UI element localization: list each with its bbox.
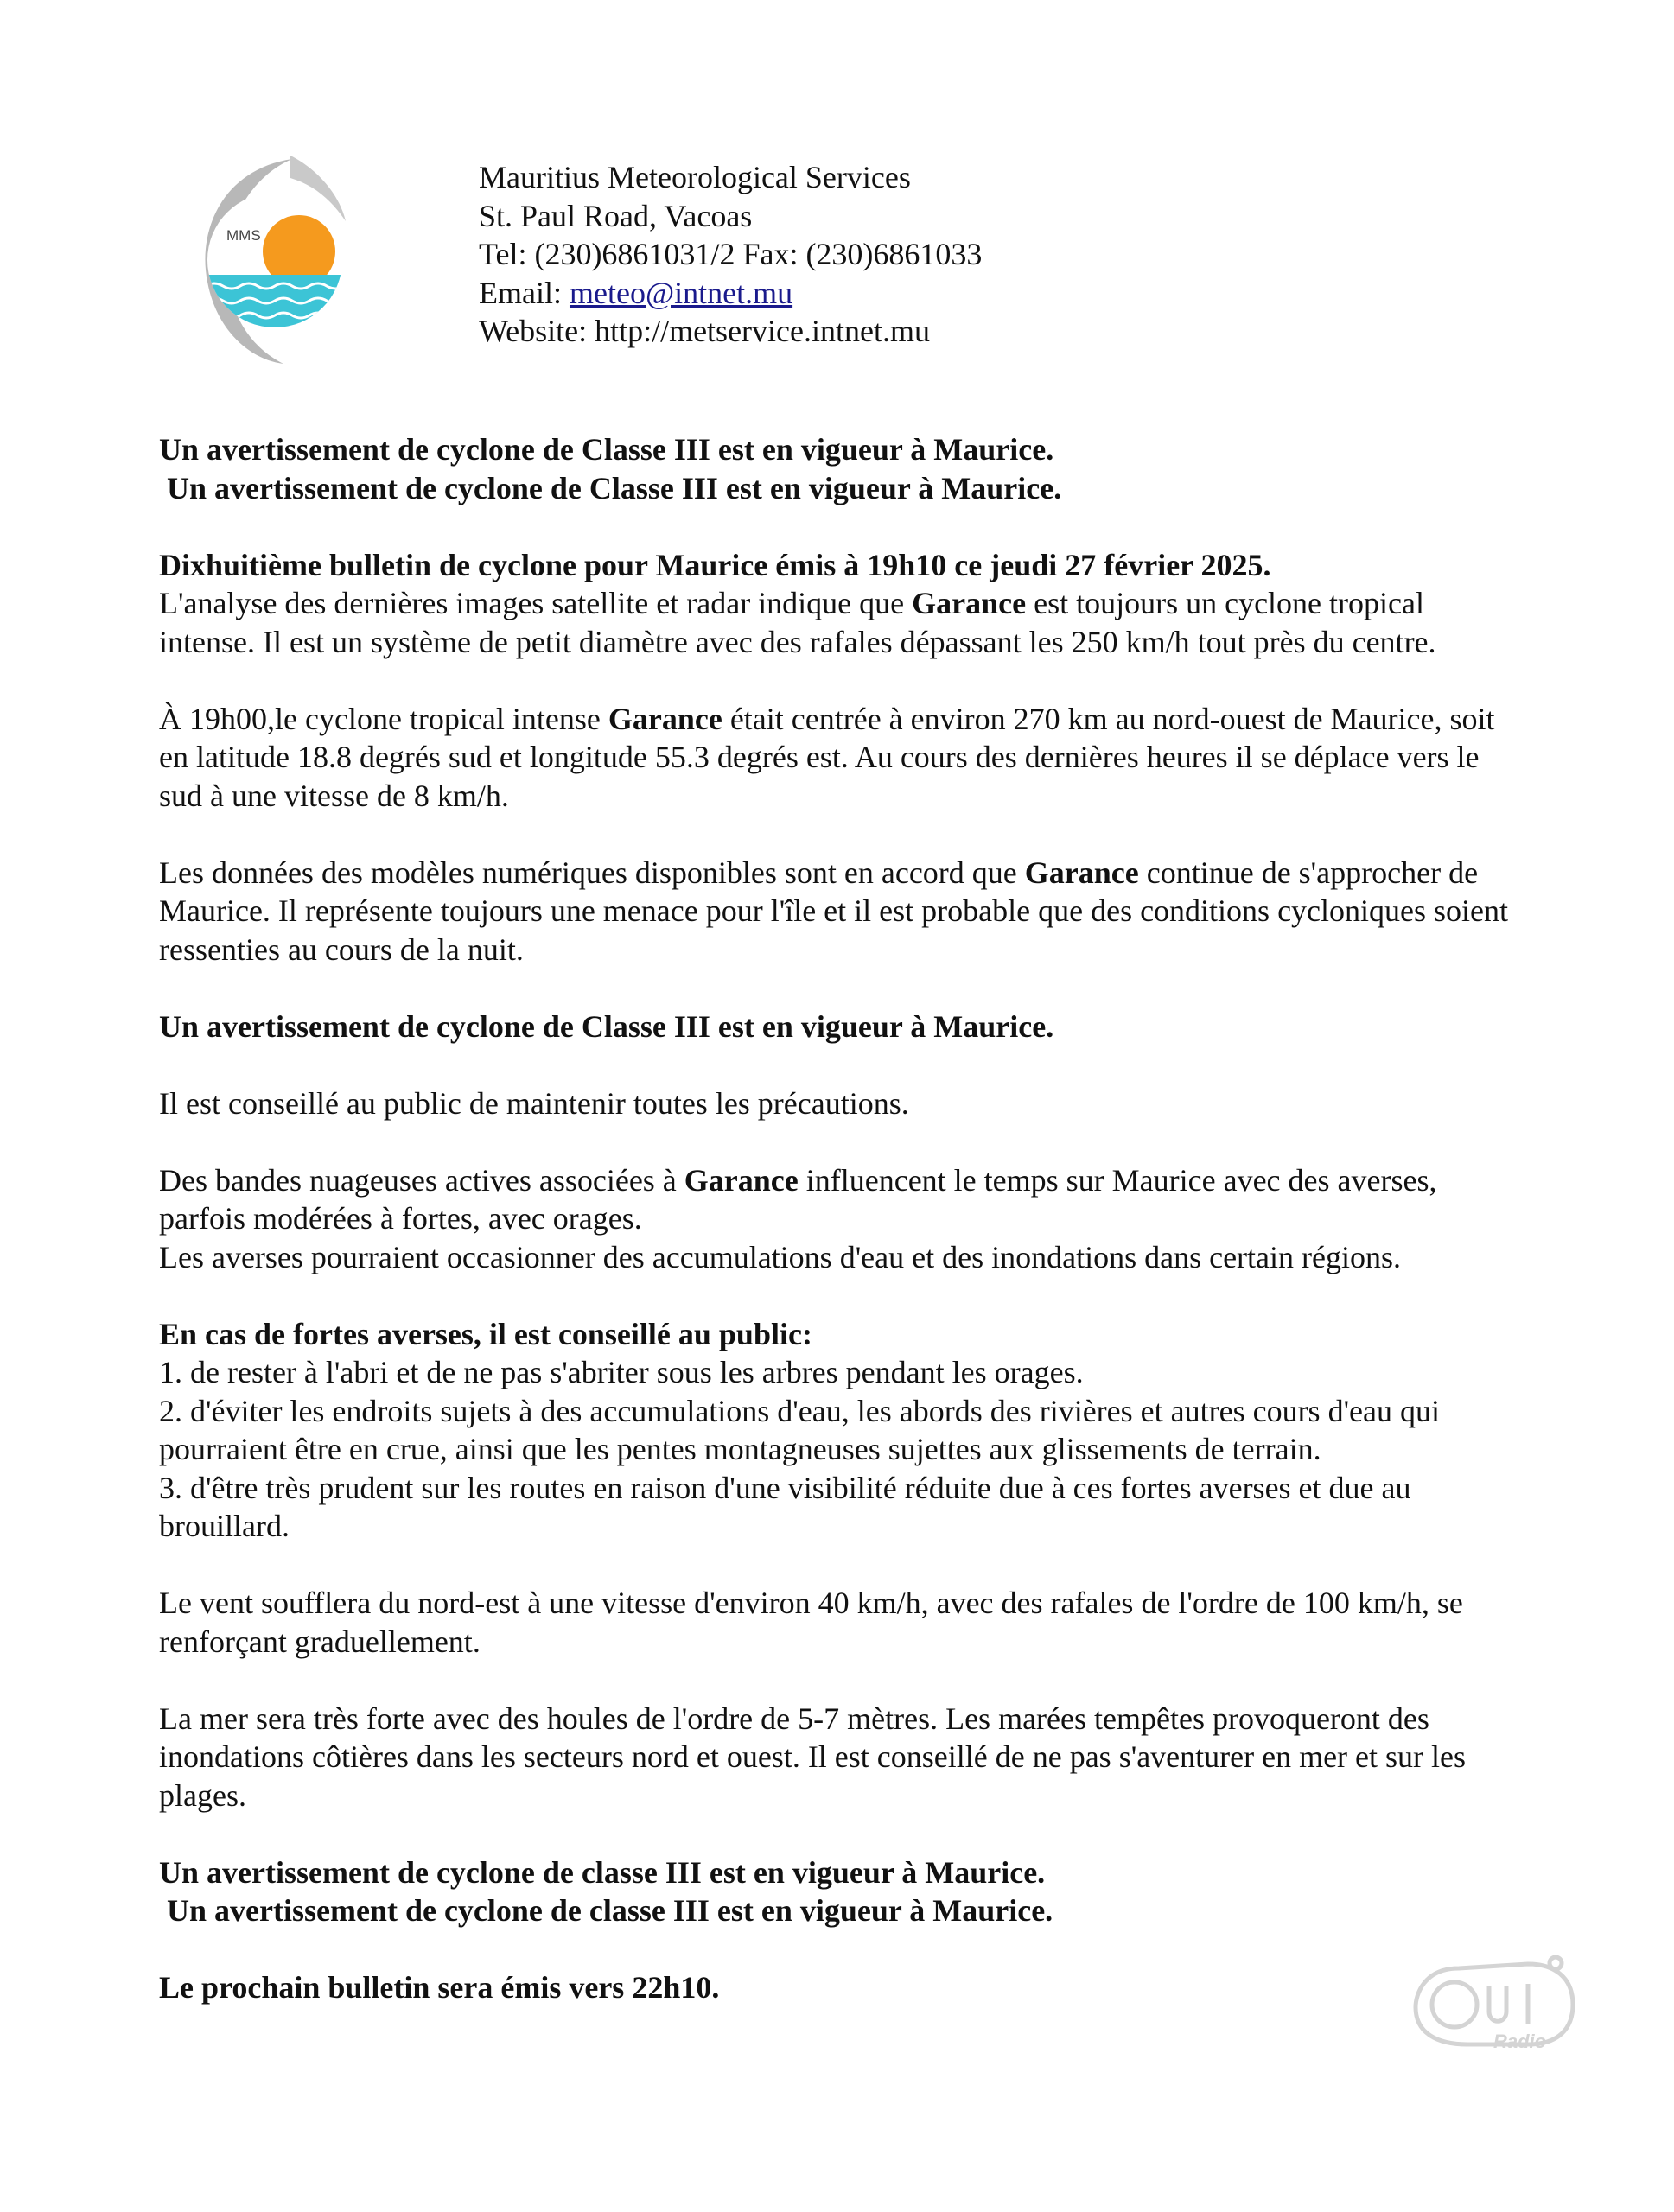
cyclone-name: Garance [684, 1162, 799, 1198]
list-item: 1. de rester à l'abri et de ne pas s'abriter sous les arbres pendant les orages. [159, 1355, 1084, 1389]
radio-watermark-icon [1407, 1951, 1580, 2053]
paragraph-analysis: L'analyse des dernières images satellite et radar indique que Garance est toujours un cyclone tropical intense. Il est un système de petit diamètre avec des rafales dépassant les 250 km/h tout près du centre. [159, 586, 1436, 659]
cyclone-name: Garance [1024, 855, 1139, 890]
warning-line: Un avertissement de cyclone de classe III est en vigueur à Maurice. [159, 1893, 1053, 1928]
advice-list-title: En cas de fortes averses, il est conseillé au public: [159, 1316, 812, 1351]
paragraph-rainbands: Des bandes nuageuses actives associées à Garance influencent le temps sur Maurice avec des averses, parfois modérées à fortes, avec orages. [159, 1162, 1437, 1236]
paragraph-sea: La mer sera très forte avec des houles de l'ordre de 5-7 mètres. Les marées tempêtes provoqueront des inondations côtières dans les secteurs nord et ouest. Il est conseillé de ne pas s'aventurer en mer et sur les plages. [159, 1700, 1467, 1813]
paragraph-advice: Il est conseillé au public de maintenir toutes les précautions. [159, 1085, 909, 1121]
org-name: Mauritius Meteorological Services [479, 160, 911, 194]
org-address: St. Paul Road, Vacoas [479, 198, 753, 233]
list-item: 3. d'être très prudent sur les routes en raison d'une visibilité réduite due à ces fortes averses et due au brouillard. [159, 1470, 1411, 1543]
bulletin-title: Dixhuitième bulletin de cyclone pour Maurice émis à 19h10 ce jeudi 27 février 2025. [159, 547, 1271, 582]
org-email: Email: meteo@intnet.mu [479, 275, 793, 310]
watermark-text: Radio [1493, 2031, 1547, 2052]
paragraph-models: Les données des modèles numériques disponibles sont en accord que Garance continue de s'approcher de Maurice. Il représente toujours une menace pour l'île et il est probable que des conditions cycloniques soient ressenties au cours de la nuit. [159, 855, 1509, 967]
cyclone-name: Garance [912, 586, 1027, 620]
warning-line: Un avertissement de cyclone de Classe III est en vigueur à Maurice. [159, 470, 1062, 505]
org-phone: Tel: (230)6861031/2 Fax: (230)6861033 [479, 237, 983, 271]
mms-logo [188, 152, 361, 368]
paragraph-position: À 19h00,le cyclone tropical intense Garance était centrée à environ 270 km au nord-ouest de Maurice, soit en latitude 18.8 degrés sud et longitude 55.3 degrés est. Au cours des dernières heures il se déplace vers le sud à une vitesse de 8 km/h. [159, 701, 1495, 813]
logo-text: MMS [226, 227, 261, 244]
org-website: Website: http://metservice.intnet.mu [479, 314, 930, 348]
warning-line: Un avertissement de cyclone de Classe III est en vigueur à Maurice. [159, 432, 1054, 467]
list-item: 2. d'éviter les endroits sujets à des accumulations d'eau, les abords des rivières et autres cours d'eau qui pourraient être en crue, ainsi que les pentes montagneuses sujettes aux glissements de terrain. [159, 1393, 1441, 1466]
cyclone-name: Garance [608, 701, 722, 736]
bulletin-body [159, 430, 1524, 2007]
next-bulletin: Le prochain bulletin sera émis vers 22h10. [159, 1970, 720, 2005]
letterhead [479, 158, 982, 351]
warning-line: Un avertissement de cyclone de Classe III est en vigueur à Maurice. [159, 1008, 1054, 1044]
email-link[interactable]: meteo@intnet.mu [569, 275, 793, 310]
paragraph-flooding: Les averses pourraient occasionner des accumulations d'eau et des inondations dans certain régions. [159, 1239, 1401, 1274]
warning-line: Un avertissement de cyclone de classe III est en vigueur à Maurice. [159, 1854, 1046, 1890]
paragraph-wind: Le vent soufflera du nord-est à une vitesse d'environ 40 km/h, avec des rafales de l'ordre de 100 km/h, se renforçant graduellement. [159, 1586, 1463, 1659]
